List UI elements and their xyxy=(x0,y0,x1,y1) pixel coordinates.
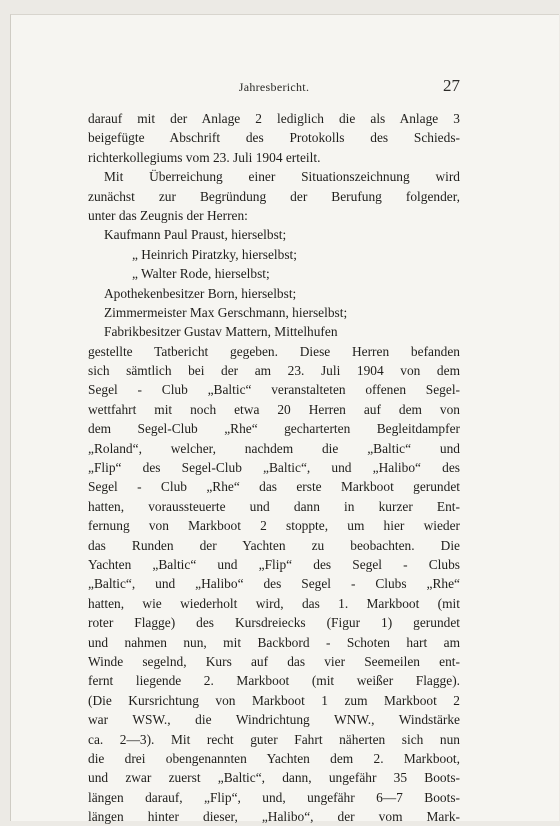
text-line: sich sämtlich bei der am 23. Juli 1904 von dem xyxy=(88,363,460,379)
text-line: Mit Überreichung einer Situationszeichnung wird xyxy=(104,169,460,185)
text-line: „ Walter Rode, hierselbst; xyxy=(132,266,270,282)
text-line: gestellte Tatbericht gegeben. Diese Herren befanden xyxy=(88,343,460,359)
text-line: hatten, wie wiederholt wird, das 1. Markboot (mit xyxy=(88,595,460,611)
text-line: Winde segelnd, Kurs auf das vier Seemeilen ent- xyxy=(88,653,460,669)
text-line: „Flip“ des Segel-Club „Baltic“, und „Halibo“ des xyxy=(88,460,460,476)
text-line: fernung von Markboot 2 stoppte, um hier wieder xyxy=(88,518,460,534)
text-line: Zimmermeister Max Gerschmann, hierselbst; xyxy=(104,304,348,320)
text-line: hatten, voraussteuerte und dann in kurzer Ent- xyxy=(88,498,460,514)
text-line: „Roland“, welcher, nachdem die „Baltic“ und xyxy=(88,440,460,456)
text-line: Segel - Club „Baltic“ veranstalteten offenen Segel- xyxy=(88,382,460,398)
text-line: unter das Zeugnis der Herren: xyxy=(88,207,248,223)
running-title: Jahresbericht. xyxy=(238,80,310,94)
text-line: Fabrikbesitzer Gustav Mattern, Mittelhufen xyxy=(104,324,338,340)
text-line: längen darauf, „Flip“, und, ungefähr 6—7 Boots- xyxy=(88,789,460,805)
text-line: wettfahrt mit noch etwa 20 Herren auf dem von xyxy=(88,401,460,417)
body-text xyxy=(88,109,460,826)
text-line: darauf mit der Anlage 2 lediglich die als Anlage 3 xyxy=(88,111,460,126)
text-line: „Baltic“, und „Halibo“ des Segel - Clubs „Rhe“ xyxy=(88,576,460,592)
text-line: dem Segel-Club „Rhe“ gecharterten Begleitdampfer xyxy=(88,421,460,437)
text-line: ca. 2—3). Mit recht guter Fahrt näherten sich nun xyxy=(88,731,460,747)
text-line: fernt liegende 2. Markboot (mit weißer Flagge). xyxy=(88,673,460,689)
text-line: Apothekenbesitzer Born, hierselbst; xyxy=(104,285,297,301)
text-line: richterkollegiums vom 23. Juli 1904 erteilt. xyxy=(88,149,321,165)
text-line: längen hinter dieser, „Halibo“, der vom Mark- xyxy=(88,809,460,825)
text-line: beigefügte Abschrift des Protokolls des Schieds- xyxy=(88,130,460,146)
text-line: und nahmen nun, mit Backbord - Schoten hart am xyxy=(88,634,460,650)
text-line: das Runden der Yachten zu beobachten. Die xyxy=(88,537,460,553)
running-header xyxy=(88,76,460,100)
page-number: 27 xyxy=(443,76,460,95)
text-line: Kaufmann Paul Praust, hierselbst; xyxy=(104,227,287,243)
text-line: „ Heinrich Piratzky, hierselbst; xyxy=(132,246,297,262)
text-line: (Die Kursrichtung von Markboot 1 zum Markboot 2 xyxy=(88,692,460,708)
text-line: und zwar zuerst „Baltic“, dann, ungefähr 35 Boots- xyxy=(88,770,460,786)
text-line: roter Flagge) des Kursdreiecks (Figur 1) gerundet xyxy=(88,615,460,631)
text-line: die drei obengenannten Yachten dem 2. Markboot, xyxy=(88,750,460,766)
text-line: Yachten „Baltic“ und „Flip“ des Segel - Clubs xyxy=(88,556,460,572)
text-line: Segel - Club „Rhe“ das erste Markboot gerundet xyxy=(88,479,460,495)
text-line: zunächst zur Begründung der Berufung folgender, xyxy=(88,188,460,204)
text-line: war WSW., die Windrichtung WNW., Windstärke xyxy=(88,712,460,728)
